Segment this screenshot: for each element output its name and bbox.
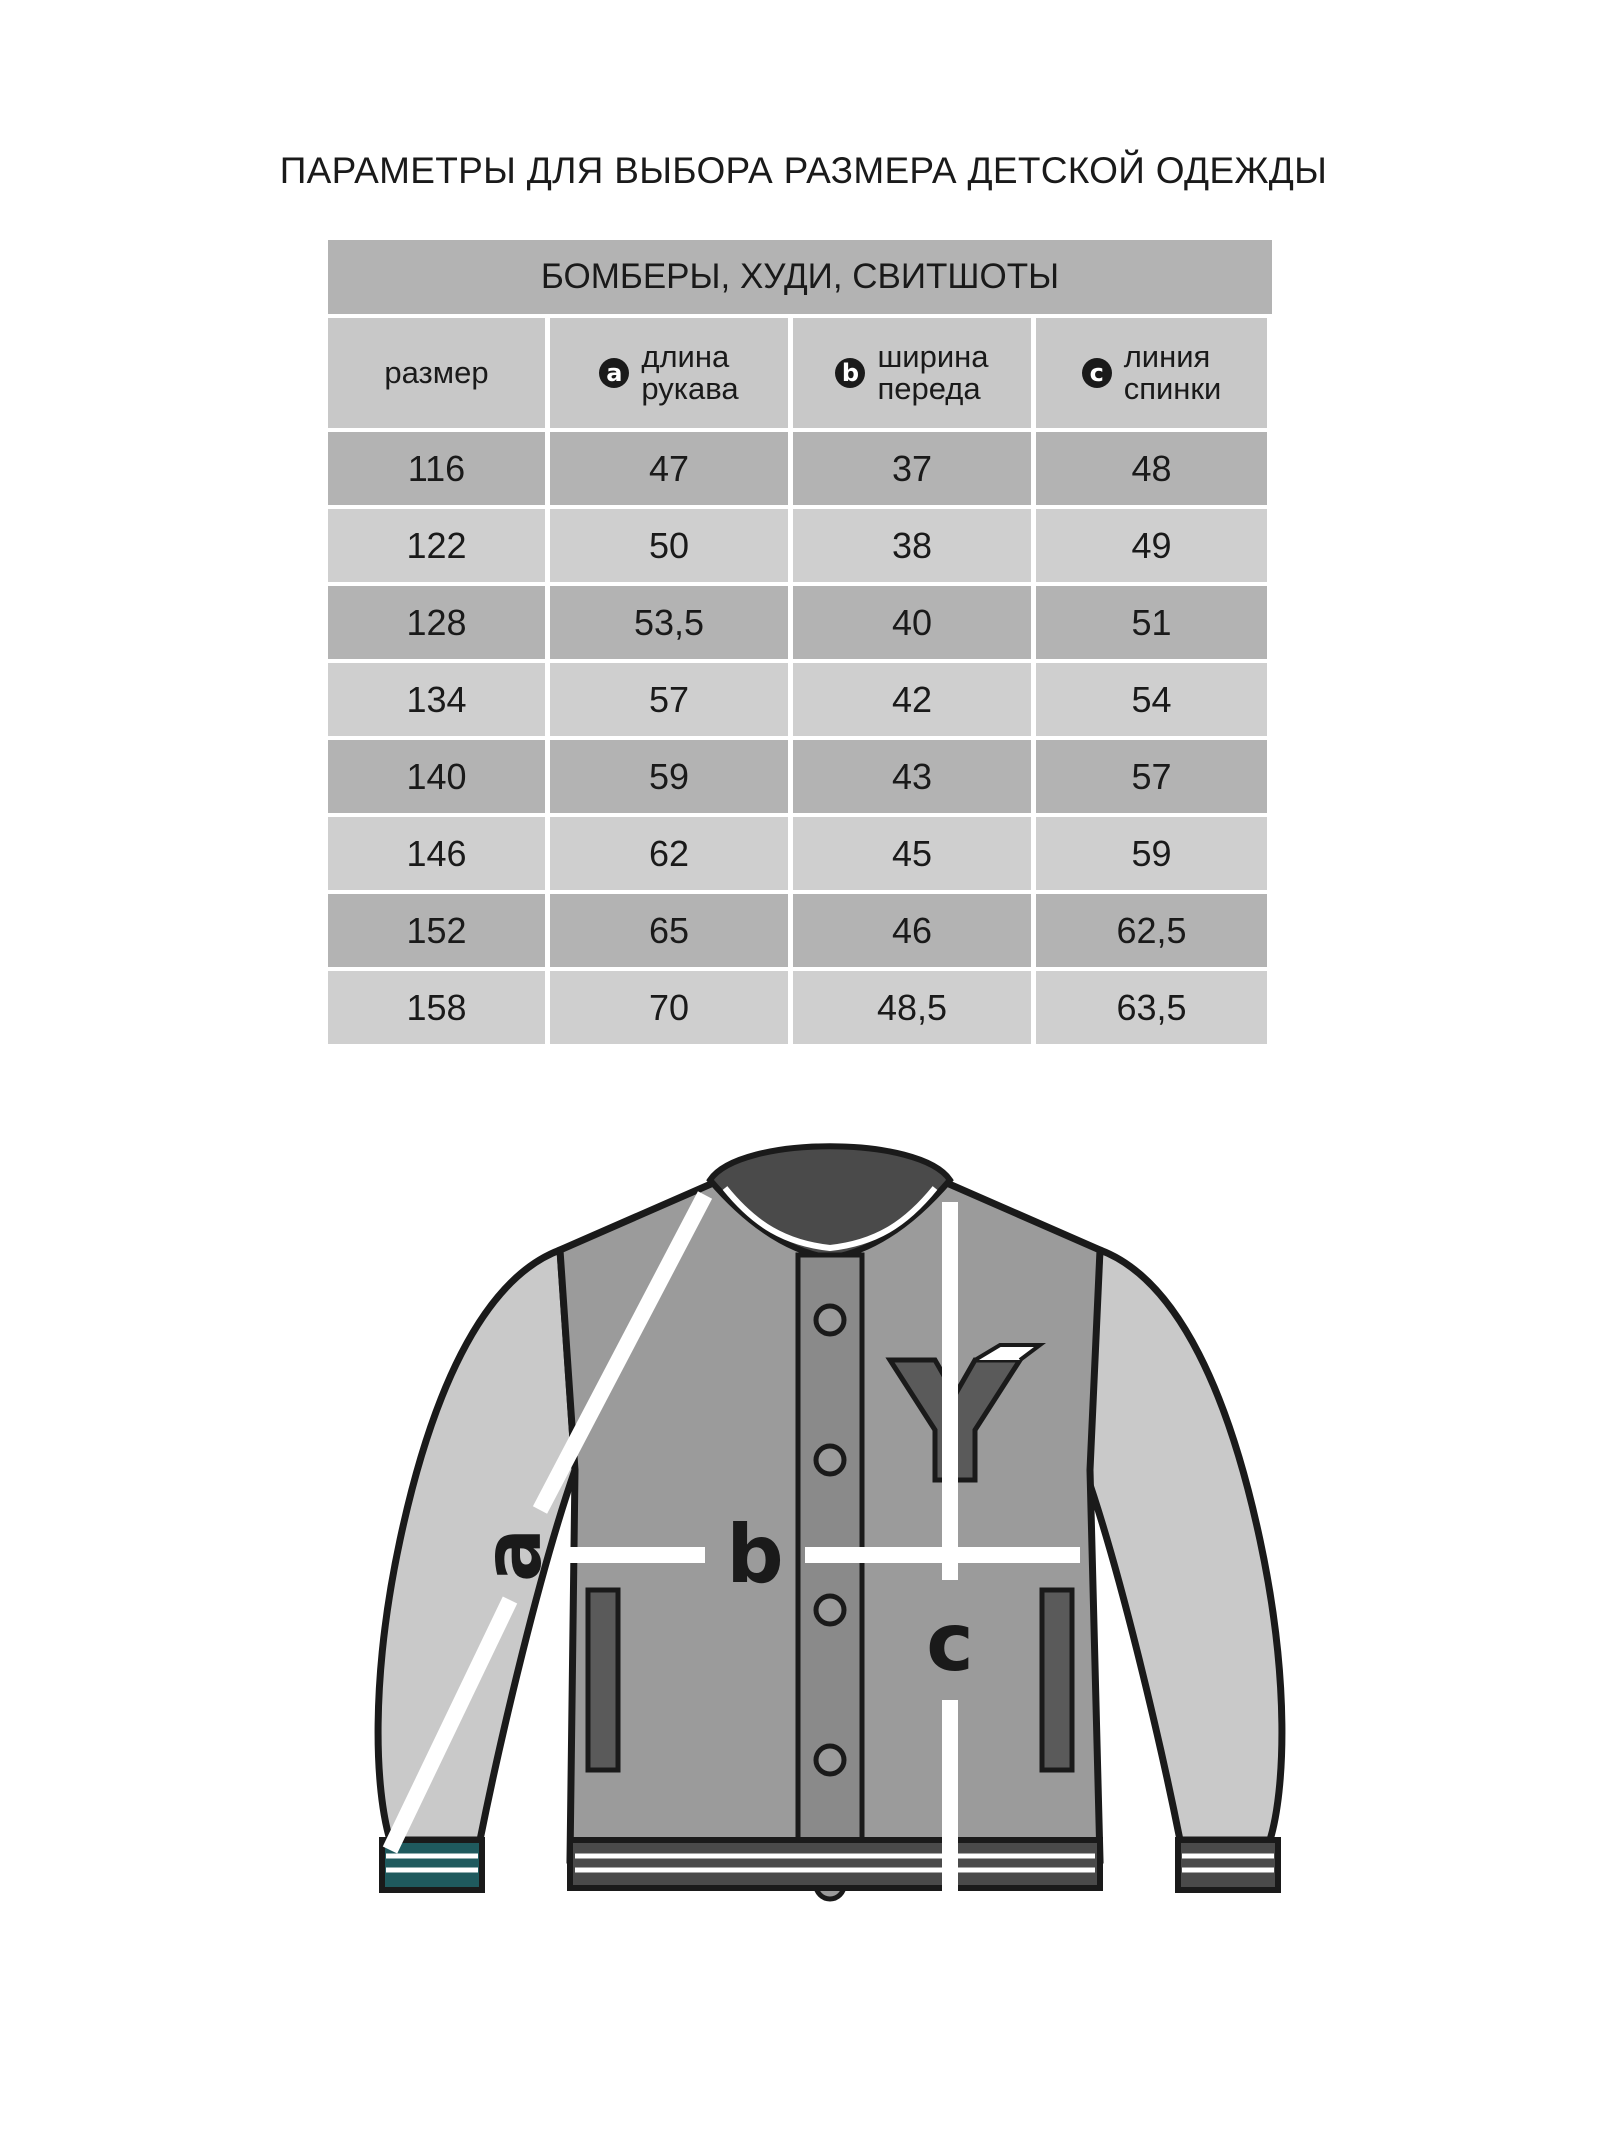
back-length-cell: 51 xyxy=(1036,586,1267,659)
sleeve-length-cell: 57 xyxy=(550,663,788,736)
back-length-cell: 63,5 xyxy=(1036,971,1267,1044)
header-size xyxy=(328,318,545,428)
header-front-width-line1: ширина xyxy=(877,339,989,374)
front-width-cell: 45 xyxy=(793,817,1031,890)
sleeve-length-cell: 70 xyxy=(550,971,788,1044)
snap-button-icon xyxy=(816,1746,844,1774)
measure-label-b: b xyxy=(726,1508,784,1601)
badge-a-icon: a xyxy=(599,358,629,388)
measure-label-a: a xyxy=(466,1528,559,1582)
snap-button-icon xyxy=(816,1306,844,1334)
front-width-cell: 40 xyxy=(793,586,1031,659)
size-table xyxy=(328,240,1272,1048)
back-length-cell: 59 xyxy=(1036,817,1267,890)
size-cell: 128 xyxy=(328,586,545,659)
size-cell: 134 xyxy=(328,663,545,736)
measure-label-c: c xyxy=(926,1596,974,1689)
bomber-jacket-illustration xyxy=(360,1140,1300,1970)
header-back-length-line2: спинки xyxy=(1123,371,1222,406)
sleeve-length-cell: 50 xyxy=(550,509,788,582)
waist-rib xyxy=(570,1840,1100,1888)
badge-c-icon: c xyxy=(1082,358,1112,388)
sleeve-length-cell: 47 xyxy=(550,432,788,505)
right-pocket xyxy=(1042,1590,1072,1770)
header-sleeve-length-line2: рукава xyxy=(641,371,739,406)
table-row xyxy=(328,663,1272,736)
badge-b-icon: b xyxy=(835,358,865,388)
left-pocket xyxy=(588,1590,618,1770)
header-sleeve-length xyxy=(550,318,788,428)
table-row xyxy=(328,971,1272,1044)
table-row xyxy=(328,894,1272,967)
snap-button-icon xyxy=(816,1596,844,1624)
size-cell: 146 xyxy=(328,817,545,890)
sleeve-length-cell: 65 xyxy=(550,894,788,967)
sleeve-length-cell: 53,5 xyxy=(550,586,788,659)
sleeve-length-cell: 59 xyxy=(550,740,788,813)
back-length-cell: 62,5 xyxy=(1036,894,1267,967)
front-width-cell: 48,5 xyxy=(793,971,1031,1044)
front-width-cell: 37 xyxy=(793,432,1031,505)
header-sleeve-length-line1: длина xyxy=(641,339,730,374)
header-front-width-line2: переда xyxy=(877,371,981,406)
header-back-length-line1: линия xyxy=(1123,339,1211,374)
header-front-width xyxy=(793,318,1031,428)
sleeve-length-cell: 62 xyxy=(550,817,788,890)
front-width-cell: 42 xyxy=(793,663,1031,736)
table-row xyxy=(328,586,1272,659)
size-cell: 140 xyxy=(328,740,545,813)
front-width-cell: 38 xyxy=(793,509,1031,582)
header-back-length xyxy=(1036,318,1267,428)
table-header-row xyxy=(328,318,1272,428)
table-row xyxy=(328,509,1272,582)
size-cell: 122 xyxy=(328,509,545,582)
back-length-cell: 54 xyxy=(1036,663,1267,736)
front-width-cell: 46 xyxy=(793,894,1031,967)
page-title: ПАРАМЕТРЫ ДЛЯ ВЫБОРА РАЗМЕРА ДЕТСКОЙ ОДЕЖДЫ xyxy=(279,150,1328,191)
back-length-cell: 49 xyxy=(1036,509,1267,582)
header-size-label: размер xyxy=(384,355,489,390)
table-row xyxy=(328,817,1272,890)
right-sleeve xyxy=(1085,1250,1282,1840)
right-cuff xyxy=(1178,1840,1278,1890)
size-cell: 158 xyxy=(328,971,545,1044)
back-length-cell: 48 xyxy=(1036,432,1267,505)
table-row xyxy=(328,740,1272,813)
front-width-cell: 43 xyxy=(793,740,1031,813)
table-caption: БОМБЕРЫ, ХУДИ, СВИТШОТЫ xyxy=(328,240,1272,314)
snap-button-icon xyxy=(816,1446,844,1474)
size-cell: 152 xyxy=(328,894,545,967)
back-length-cell: 57 xyxy=(1036,740,1267,813)
table-row xyxy=(328,432,1272,505)
size-cell: 116 xyxy=(328,432,545,505)
